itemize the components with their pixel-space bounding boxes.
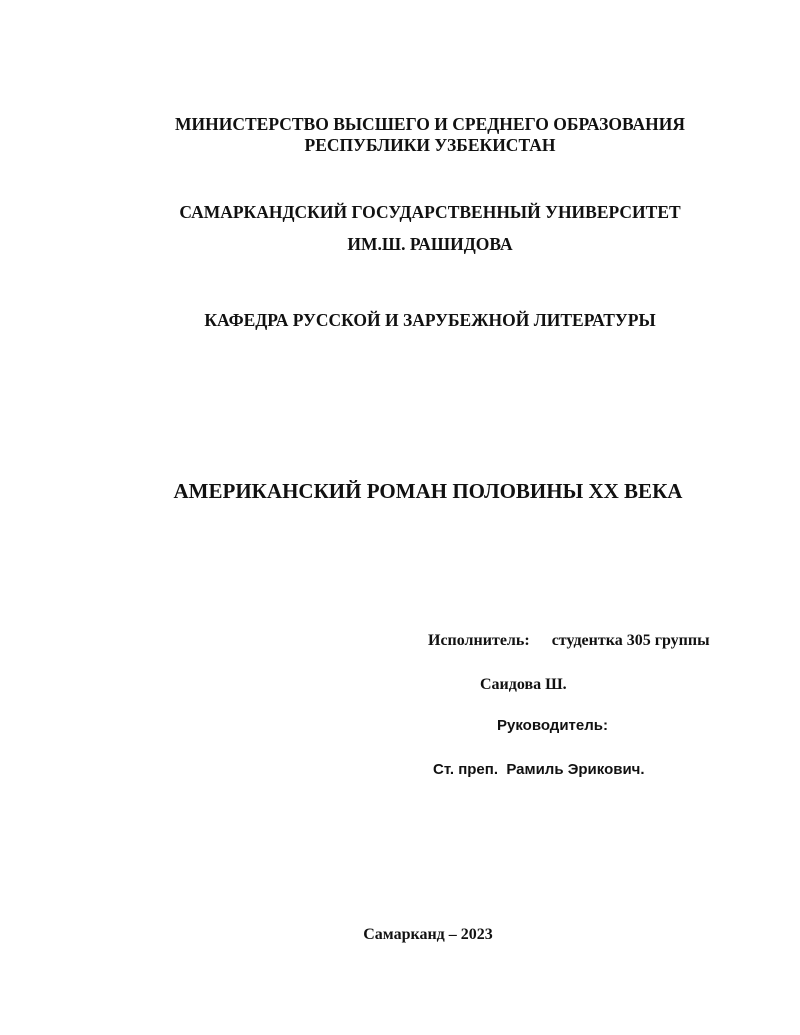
ministry-heading-line2: РЕСПУБЛИКИ УЗБЕКИСТАН — [304, 135, 556, 155]
ministry-heading-line1: МИНИСТЕРСТВО ВЫСШЕГО И СРЕДНЕГО ОБРАЗОВАНИЯ — [174, 114, 686, 134]
university-heading-line1: САМАРКАНДСКИЙ ГОСУДАРСТВЕННЫЙ УНИВЕРСИТЕТ — [179, 202, 681, 222]
performer-label: Исполнитель: — [428, 632, 530, 649]
university-heading-line2: ИМ.Ш. РАШИДОВА — [347, 234, 513, 254]
supervisor-name: Ст. преп. Рамиль Эрикович. — [433, 761, 645, 778]
document-title: АМЕРИКАНСКИЙ РОМАН ПОЛОВИНЫ XX ВЕКА — [173, 479, 683, 503]
city-year: Самарканд – 2023 — [363, 926, 493, 943]
performer-role: студентка 305 группы — [551, 632, 710, 649]
performer-line — [428, 633, 710, 649]
department-heading: КАФЕДРА РУССКОЙ И ЗАРУБЕЖНОЙ ЛИТЕРАТУРЫ — [204, 310, 656, 330]
supervisor-label: Руководитель: — [497, 717, 608, 734]
performer-name: Саидова Ш. — [480, 676, 567, 693]
